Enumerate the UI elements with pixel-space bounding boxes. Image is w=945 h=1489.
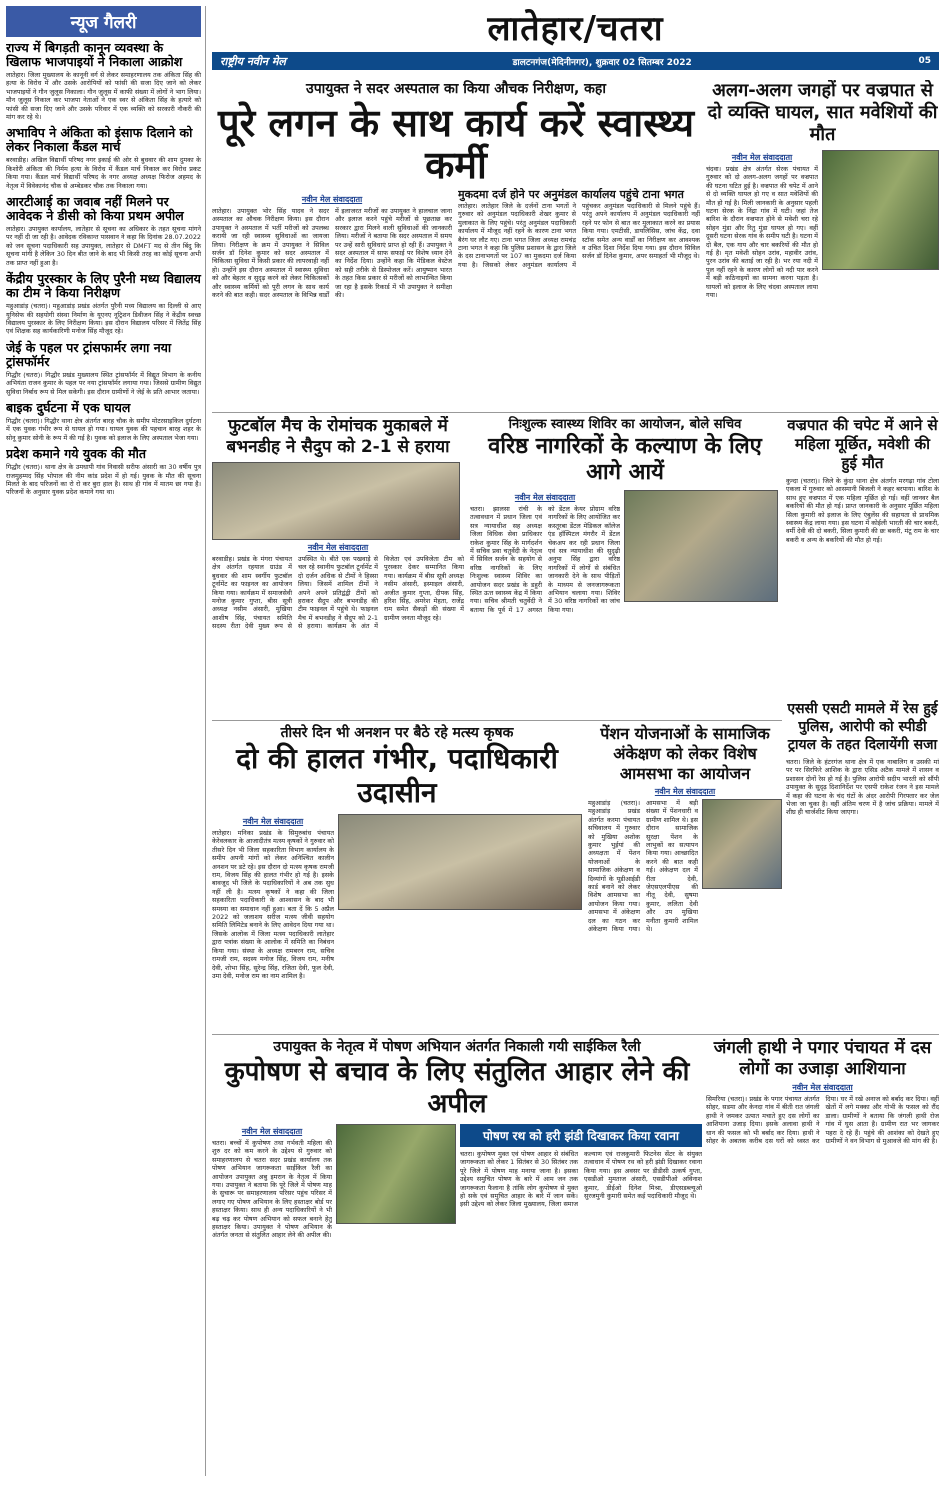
senior-body: चतरा। झालसा रांची के तत्वावधान में प्रधान जिला एवं सत्र न्यायाधीश सह अध्यक्ष जिला विधिक सेवा प्राधिकार राकेश कुमार सिंह के मार्गदर्शन में सचिव प्रवा चतुर्वेदी के नेतृत्व में सिविल सर्जन के सहयोग से वरिष्ठ नागरिकों के लिए निःशुल्क स्वास्थ्य शिविर का आयोजन सदर प्रखंड के डहुरी स्थित ऊत्त स्वास्थ्य केंद्र में किया गया। सचिव श्रीमती चतुर्वेदी ने बताया कि पूर्व में 17 अगस्त को डेंटल केयर प्रोग्राम वरिष्ठ नागरिकों के लिए आयोजित कर कस्तूरबा डेंटल मेडिकल कॉलेज एंड हॉस्पिटल मंगरौर में डेंटल चेकअप कर रही प्रधान जिला एवं सत्र न्यायाधीश की सुदृढ़ी अनुपा सिंह द्वारा वरिष्ठ नागरिकों में लोगों से संबंधित जानकारी देने के साथ पीड़ितों के माध्यम से जनजागरूकता अभियान चलाया गया। शिविर में 30 वरिष्ठ नागरिकों का जांच किया गया। bbox=[470, 505, 620, 614]
masthead bbox=[212, 6, 939, 76]
gallery-item bbox=[6, 272, 201, 336]
gallery-item-title: अभाविप ने अंकिता को इंसाफ दिलाने को लेकर निकाला कैंडल मार्च bbox=[6, 125, 193, 155]
fishers-byline: नवीन मेल संवाददाता bbox=[242, 817, 304, 826]
pension-story bbox=[588, 724, 782, 1024]
lightning-body: चंदवा। प्रखंड क्षेत्र अंतर्गत सेरक पंचायत में गुरुवार को दो अलग-अलग जगहों पर वज्रपात की घटना घटित हुई है। वज्रपात की चपेट में आने से दो व्यक्ति घायल हो गए व सात मवेशियों की मौत हो गई है। मिली जानकारी के अनुसार पहली घटना सेरक के निंद्रा गांव में घटी। जहां तेज बारिश के दौरान वज्रपात होने से मवेशी चरा रहे सोहन मुंडा और रितु मुंडा घायल हो गए। वहीं दूसरी घटना सेरक गांव के समीप घटी है। घटना में दो बैल, एक गाय और चार बकरियों की मौत हो गई है। मृत मवेशी सोहन उरांव, महावीर उरांव, पुरन उरांव की बताई जा रही है। भर रया नदी में पुल नहीं रहने के कारण लोगों को नदी पार करने में बड़ी कठिनाइयों का सामना करना पड़ता है। घायलों को इलाज के लिए चंदवा अस्पताल लाया गया। bbox=[706, 165, 818, 300]
cycle-body: चतरा। बच्चों में कुपोषण तथा गर्भवती महिला की शुरु दर को कम करने के उद्देश्य से गुरुवार को समाहरणालय से चतरा सदर प्रखंड कार्यालय तक पोषण अभियान जागरूकता साईकिल रैली का आयोजन उपायुक्त अबु इमरान के नेतृत्व में किया गया। उपायुक्त ने बताया कि पूरे जिले में पोषण माह के सुचारू पर समाहरणालय परिसर पहुंच परिसर में लगाए गए पोषण अभियान के लिए हस्ताक्षर बोर्ड पर हस्ताक्षर किया। साथ ही अन्य पदाधिकारियों ने भी बढ़ चढ़ कर पोषण अभियान को सफल बनाने हेतु हस्ताक्षर किया। उपायुक्त ने पोषण अभियान के अंतर्गत जनता से संतुलित आहार लेने की अपील की। bbox=[212, 1139, 332, 1240]
pension-headline: पेंशन योजनाओं के सामाजिक अंकेक्षण को लेकर विशेष आमसभा का आयोजन bbox=[600, 724, 770, 783]
senior-byline: नवीन मेल संवाददाता bbox=[514, 493, 576, 502]
gallery-item bbox=[6, 341, 201, 396]
sc-st-body: चतरा। जिले के हंटरगंज थाना क्षेत्र में एक नाबालिग व उसकी मां पर पर सिरफिरे आशिक के द्वारा एसिड अटैक मामले में शासन व प्रशासन दोनों रेस हो गई है। पुलिस आरोपी सदीप भारती को सौंपी उपायुक्त के सुदृढ़ दिशानिर्देश पर एसपी राकेश रंजन ने इस मामले में कहा की घटना के चंद घंटों के अंदर आरोपी गिरफ्तार कर जेल भेजा जा चुका है। वहीं अंतिम चरण में है जांच प्रक्रिया। मामले में शीघ्र ही चार्जशीट किया जाएगा। bbox=[786, 758, 939, 817]
woman-lightning-headline: वज्रपात की चपेट में आने से महिला मूर्छित, मवेशी की हुई मौत bbox=[787, 416, 938, 472]
elephant-body: सिमरिया (चतरा)। प्रखंड के पगार पंचायत अंतर्गत सोहर, सडमा और केनदा गांव में बीती रात जंगली हाथी ने जमकर उत्पात मचाते हुए दस लोगों का आशियाना उजाड़ दिया। इसके अलावा हाथी ने धान की फसल को भी बर्बाद कर दिया। हाथी ने सोहर के अबतक करीब दस घरों को ध्वस्त कर दिया। घर में रखे अनाज को बर्बाद कर दिया। वहीं खेतों में लगे मक्का और गोभी के फसल को रौंद डाला। ग्रामीणों ने बताया कि जंगली हाथी रोज गांव में घुस आता है। ग्रामीण रात भर जागकर पहरा दे रहे हैं। पहुंचे की आशंका को देखते हुए ग्रामीणों ने वन विभाग से मुआवजे की मांग की है। bbox=[706, 1095, 939, 1146]
woman-lightning-body: कुन्दा (चतरा)। जिले के कुंदा थाना क्षेत्र अंतर्गत मरगढ़ा गांव टोला एकला में गुरुवार को आसमानी बिजली ने कहर बरपाया। बारिश के साथ हुए वज्रपात में एक महिला मूर्छित हो गई। वहीं जानवर बैल बकरियों की मौत हो गई। प्राप्त जानकारी के अनुसार मूर्छित महिला सिला कुमारी को इलाज के लिए एंबुलेंस की सहायता से प्राथमिक स्वास्थ्य केंद्र लाया गया। इस घटना में कोईली भारती की चार बकरी, वर्मी देवी की दो बकरी, सिला कुमारी की छः बकरी, मंटू राम के चार बकरी व अन्य के बकरियों की मौत हो गई। bbox=[786, 477, 939, 544]
football-body: बरवाडीह। प्रखंड के मंगरा पंचायत क्षेत्र अंतर्गत रहयाल ग्राउंड में बुधवार की शाम स्वर्गीय फुटबॉल टूर्नामेंट का फाइनल का आयोजन किया गया। कार्यक्रम में समाजसेवी मनोज कुमार गुप्ता, बीस सूत्री अध्यक्ष नसीम अंसारी, मुखिया आशीष सिंह, पंचायत समिति सदस्य रीता देवी मुख्य रूप से उपस्थित थे। बीते एक पखवाड़े से चल रहे स्थानीय फुटबॉल टूर्नामेंट में दो दर्जन अधिक से टीमों ने हिस्सा लिया। जिसमें शामिल टीमों ने अपने अपने प्रतिद्वंद्वी टीमों को हराकर सैदुप और बभनडीह की टीम फाइनल में पहुंचे थे। फाइनल मैच में बभनडीह ने सैदुप को 2-1 से हराया। कार्यक्रम के अंत में विजेता एवं उपविजेता टीम को पुरस्कार देकर सम्मानित किया गया। कार्यक्रम में बीस सूत्री अध्यक्ष नसीम अंसारी, इस्माइल अंसारी, अजीत कुमार गुप्ता, दीपक सिंह, हरिश सिंह, अमरेश मेहता, राजेंद्र राम समेत सैकड़ों की संख्या में ग्रामीण जनता मौजूद रहे। bbox=[212, 555, 464, 631]
football-byline: नवीन मेल संवाददाता bbox=[307, 543, 369, 552]
gallery-item bbox=[6, 195, 201, 267]
lead-body: लातेहार। उपायुक्त भोर सिंह यादव ने सदर अस्पताल का औचक निरीक्षण किया। इस दौरान उपायुक्त ने अस्पताल में भर्ती मरीजों को उपलब्ध करायी जा रही स्वास्थ्य सुविधाओं का जायजा लिया। निरीक्षण के क्रम में उपायुक्त ने सिविल सर्जन डॉ दिनेश कुमार को सदर अस्पताल में चिकित्सा सुविधा में किसी प्रकार की लापरवाही नहीं हो। उन्होंने इस दौरान अस्पताल में स्वास्थ्य सुविधा को और बेहतर व सुदृढ़ करने को लेकर चिकित्सकों और स्वास्थ्य कर्मियों को पूरी लगन के साथ कार्य करने की बात कही। सदर अस्पताल के विभिन्न वार्डों में इलाजरत मरीजों का उपायुक्त ने हालचाल जाना और इलाज करने पहुंचे मरीजों से पूछताछ कर सरकार द्वारा मिलने वाली सुविधाओं की जानकारी लिया। मरीजों ने बताया कि सदर अस्पताल में समय पर उन्हें सारी सुविधाएं प्राप्त हो रही हैं। उपायुक्त ने सदर अस्पताल में साफ सफाई पर विशेष ध्यान देने का निर्देश दिया। उन्होंने कहा कि मेडिकल वेस्टेज को सही तरीके से डिस्पोजल करें। आयुष्मान भारत के तहत किस प्रकार से मरीजों को लाभान्वित किया जा रहा है इसके रिकार्ड में भी उपायुक्त ने समीक्षा की। bbox=[212, 207, 452, 300]
football-story bbox=[212, 416, 464, 716]
dateline: डालटनगंज(मेदिनीनगर), शुक्रवार 02 सितम्बर 2022 bbox=[512, 57, 692, 68]
fishers-photo bbox=[338, 814, 582, 910]
football-photo bbox=[212, 462, 460, 540]
poshan-headline: पोषण रथ को हरी झंडी दिखाकर किया रवाना bbox=[460, 1124, 702, 1147]
lightning-photo bbox=[822, 150, 939, 270]
divider bbox=[212, 1034, 939, 1035]
sc-st-story bbox=[786, 700, 939, 1030]
woman-lightning-story bbox=[786, 416, 939, 696]
gallery-item bbox=[6, 401, 201, 442]
gallery-item-body: गिद्धौर (चतरा)। थाना क्षेत्र के उमधापी गांव निवासी सरीफ अंसारी का 30 वर्षीय पुत्र राजमुहम्मद सिंह भोपाल की नीम कांड प्रदेश में हो गई। युवक के मौत की सूचना मिलते के बाद परिजनों का रो रो कर बुरा हाल है। साथ ही गांव में मातम छा गया है। परिजनों के अनुसार युवक प्रदेश कमाने गया था। bbox=[6, 463, 201, 497]
page-number: 05 bbox=[918, 56, 931, 66]
fishers-body: लातेहार। मनिका प्रखंड के सिमुरुबांध पंचायत केरेवलकार के आजादीतंत्र मत्स्य कृषकों ने गुरुवार को तीसरे दिन भी जिला सहकारिता विभाग कार्यालय के समीप अपनी मांगों को लेकर अनिश्चित कालीन अनशन पर डटे रहे। इस दौरान दो मत्स्य कृषक रामजी राम, विजय सिंह की हालत गंभीर हो गई है। इसके बावजूद भी जिले के पदाधिकारियों ने अब तक सुध नहीं ली है। मत्स्य कृषकों ने कहा की जिला सहकारिता पदाधिकारी के आश्वासन के बाद भी समस्या का समाधान नहीं हुआ। बता दें कि 5 अप्रैल 2022 को जलाशय सरीज मत्स्य जीवी सहयोग समिति लिमिटेड बनाने के लिए आवेदन दिया गया था। जिसके आलोक में जिला मत्स्य पदाधिकारी लातेहार द्वारा पत्रांक संख्या के आलोक में समिति का निबंधन किया गया। संस्था के अध्यक्ष रामबरन राम, सचिव रामजी राम, सदस्य मनोज सिंह, विजय राम, मनीष देवी, शोभा सिंह, सुरेन्द्र सिंह, रजिता देवी, फूल देवी, उमा देवी, मनोज राम का नाम शामिल है। bbox=[212, 829, 334, 980]
masthead-bar bbox=[212, 52, 939, 70]
pension-photo bbox=[702, 799, 782, 889]
gallery-item-body: गिद्धौर (चतरा)। गिद्धौर प्रखंड मुख्यालय स्थित ट्रांसफॉर्मर में विद्युत विभाग के कनीय अभियंता राजन कुमार के पहल पर नया ट्रांसफॉर्मर लगाया गया। जिससे ग्रामीण विद्युत सुविधा निर्बाध रूप से मिल सकेगी। इस दौरान ग्रामीणों ने जेई के प्रति आभार जताया। bbox=[6, 370, 201, 396]
gallery-item-title: प्रदेश कमाने गये युवक की मौत bbox=[6, 446, 147, 462]
tana-bhagat-headline: मुकदमा दर्ज होने पर अनुमंडल कार्यालय पहुंचे टाना भगत bbox=[458, 188, 700, 202]
senior-photo bbox=[624, 490, 778, 602]
cycle-rally-story bbox=[212, 1038, 702, 1476]
news-gallery-column bbox=[6, 6, 206, 1476]
divider bbox=[212, 412, 939, 413]
page-title: लातेहार/चतरा bbox=[487, 9, 664, 49]
gallery-item bbox=[6, 41, 201, 121]
gallery-item-title: केंद्रीय पुरस्कार के लिए पुरैनी मध्य विद्यालय का टीम ने किया निरीक्षण bbox=[6, 271, 201, 301]
fishers-headline: दो की हालत गंभीर, पदाधिकारी उदासीन bbox=[236, 742, 558, 809]
cycle-headline: कुपोषण से बचाव के लिए संतुलित आहार लेने की अपील bbox=[224, 1057, 690, 1119]
elephant-headline: जंगली हाथी ने पगार पंचायत में दस लोगों का उजाड़ा आशियाना bbox=[713, 1038, 932, 1079]
gallery-item bbox=[6, 126, 201, 190]
paper-logo: राष्ट्रीय नवीन मेल bbox=[220, 54, 286, 68]
fishers-kicker: तीसरे दिन भी अनशन पर बैठे रहे मत्स्य कृषक bbox=[280, 725, 514, 741]
senior-kicker: निःशुल्क स्वास्थ्य शिविर का आयोजन, बोले सचिव bbox=[508, 417, 742, 432]
cycle-photo-1 bbox=[336, 1124, 456, 1224]
elephant-byline: नवीन मेल संवाददाता bbox=[792, 1083, 853, 1092]
gallery-item-title: बाइक दुर्घटना में एक घायल bbox=[6, 399, 131, 415]
gallery-item-body: बरवाडीह। अखिल विद्यार्थी परिषद नगर इकाई की ओर से बुधवार की शाम दुमका के किशोरी अंकिता की निर्मम हत्या के विरोध में कैंडल मार्च निकाल कर विरोध प्रकट किया गया। कैंडल मार्च विद्यार्थी परिषद के नगर अध्यक्ष अध्यक्ष फिरोज अहमद के नेतृत्व में विवेकानंद चौक से अम्बेडकर चौक तक निकाला गया। bbox=[6, 156, 201, 190]
gallery-item-body: महुआडांड़ (चतरा)। महुआडांड़ प्रखंड अंतर्गत पुरैनी मध्य विद्यालय का दिल्ली से आए यूनिसेफ की सहयोगी संस्था निर्माण के यूएनए नूट्रिशन डिवीजन सिंह ने केंद्रीय स्वच्छ विद्यालय पुरस्कार के लिए निरीक्षण किया। इस दौरान विद्यालय परिसर में जितेंद्र सिंह एवं शिक्षक सह कार्यकारिणी मनोज सिंह मौजूद रहे। bbox=[6, 302, 201, 336]
poshan-body: चतरा। कुपोषण मुक्त एवं पोषण आहार से संबंधित जागरूकता को लेकर 1 सितंबर से 30 सितंबर तक पूरे जिले में पोषण माह मनाया जाना है। इसका उद्देश्य समुचित पोषण के बारे में आम जन तक जागरूकता फैलाना है तांकि लोग कुपोषण से मुक्त हो सके एवं समुचित आहार के बारे में जान सकें। इसी उद्देश्य को लेकर जिला मुख्यालय, जिला समाज कल्याण एवं राजकुमारी फिटनेस सेंटर के संयुक्त तत्वाधान में पोषण रथ को हरी झंडी दिखाकर रवाना किया गया। इस अवसर पर डीडीसी उत्कर्ष गुप्ता, एसडीओ मुमताज अंसारी, एसडीपीओ अविनाश कुमार, डीईओ दिनेश मिश्रा, डीएसडब्ल्यूओ सुरजमुनी कुमारी समेत कई पदाधिकारी मौजूद थे। bbox=[460, 1150, 702, 1209]
lead-byline: नवीन मेल संवाददाता bbox=[301, 195, 363, 204]
gallery-title: न्यूज गैलरी bbox=[6, 6, 201, 37]
lead-headline: पूरे लगन के साथ कार्य करें स्वास्थ्य कर्मी bbox=[217, 101, 695, 187]
senior-headline: वरिष्ठ नागरिकों के कल्याण के लिए आगे आयें bbox=[488, 434, 762, 485]
lead-kicker: उपायुक्त ने सदर अस्पताल का किया औचक निरीक्षण, कहा bbox=[306, 81, 606, 97]
football-headline: फुटबॉल मैच के रोमांचक मुकाबले में बभनडीह ने सैदुप को 2-1 से हराया bbox=[226, 416, 450, 457]
elephant-story bbox=[706, 1038, 939, 1476]
tana-bhagat-body: लातेहार। लातेहार जिले के दर्जनों टाना भगतों ने गुरुवार को अनुमंडल पदाधिकारी शेखर कुमार से मुलाकात के लिए पहुंचे। परंतु अनुमंडल पदाधिकारी कार्यालय में मौजूद नहीं रहने के कारण टाना भगत बैरंग घर लौट गए। टाना भगत जिला अध्यक्ष रामचंद्र टाना भगत ने कहा कि पुलिस प्रशासन के द्वारा जिले के दस टानाभगतों पर 107 का मुकदमा दर्ज किया गया है। जिसको लेकर अनुमंडल कार्यालय में पहुंचकर अनुमंडल पदाधिकारी से मिलने पहुंचे हैं। परंतु अपने कार्यालय में अनुमंडल पदाधिकारी नहीं रहने पर फोन से बात कर मुलाकात करने का प्रयास किया गया। एमटीसी, डायलिसिस, जांच केंद्र, दवा स्टॉक समेत अन्य वार्डों का निरीक्षण कर आवश्यक व उचित दिशा निर्देश दिया गया। इस दौरान सिविल सर्जन डॉ दिनेश कुमार, अपर समाहर्ता भी मौजूद थे। bbox=[458, 202, 700, 269]
tana-bhagat-story bbox=[458, 188, 700, 308]
gallery-item-body: लातेहार। जिला मुख्यालय के कानूनी वर्ग से लेकर समाहरणालय तक अंकिता सिंह की हत्या के विरोध में और उसके आरोपियों को फांसी की सजा दिए जाने को लेकर भाजपाइयों ने गौन जुलूस निकाला। गौन जुलूस में काफी संख्या में लोगों ने भाग लिया। मौन जुलूस निकाल कर भाजपा नेताओं ने एक स्वर से अंकिता सिंह के हत्यारे को फांसी की सजा दिए जाने और उसके परिवार में एक व्यक्ति को सरकारी नौकरी की मांग कर रहे थे। bbox=[6, 71, 201, 122]
pension-byline: नवीन मेल संवाददाता bbox=[654, 787, 716, 796]
gallery-item-title: जेई के पहल पर ट्रांसफार्मर लगा नया ट्रांसफॉर्मर bbox=[6, 339, 172, 369]
senior-citizens-story bbox=[470, 416, 780, 716]
gallery-item-body: लातेहार। उपायुक्त कार्यालय, लातेहार से सूचना का अधिकार के तहत सूचना मांगने पर नहीं दी जा रही है। आवेदक रविकान्त पासवान ने कहा कि दिनांक 28.07.2022 को जन सूचना पदाधिकारी सह उपायुक्त, लातेहार से DMFT मद से तीन बिंदु कि सूचना मांगी है लेकिन 30 दिन बीत जाने के बाद भी किसी तरह का कोई सूचना अभी तक प्राप्त नहीं हुआ है। bbox=[6, 225, 201, 267]
gallery-item-title: राज्य में बिगड़ती कानून व्यवस्था के खिलाफ भाजपाइयों ने निकाला आक्रोश bbox=[6, 40, 183, 69]
cycle-byline: नवीन मेल संवाददाता bbox=[241, 1127, 303, 1136]
divider bbox=[212, 720, 782, 721]
cycle-kicker: उपायुक्त के नेतृत्व में पोषण अभियान अंतर्गत निकाली गयी साईकिल रैली bbox=[273, 1039, 641, 1055]
gallery-item-title: आरटीआई का जवाब नहीं मिलने पर आवेदक ने डीसी को किया प्रथम अपील bbox=[6, 194, 184, 224]
gallery-item bbox=[6, 447, 201, 497]
sc-st-headline: एससी एसटी मामले में रेस हुई पुलिस, आरोपी को स्पीडी ट्रायल के तहत दिलायेंगी सजा bbox=[787, 701, 938, 753]
lightning-story bbox=[706, 80, 939, 410]
pension-body: महुआडांड़ (चतरा)। महुआडांड़ प्रखंड अंतर्गत करमा पंचायत सचिवालय में गुरुवार को मुखिया अशोक कुमार भुईयां की अध्यक्षता में पेंशन योजनाओं के सामाजिक अंकेक्षण व दिव्यांगों के यूडीआईडी कार्ड बनाने को लेकर विशेष आमसभा का आयोजन किया गया। आमसभा में अंकेक्षण दल का गठन कर अंकेक्षण किया गया। आमसभा में बड़ी संख्या में पेंशनधारी व ग्रामीण शामिल थे। इस दौरान सामाजिक सुरक्षा पेंशन के लाभुकों का सत्यापन किया गया। आच्छादित करने की बात कही गई। अंकेक्षण दल में रीता देवी, जेएसएलपीएस की नीतू देवी, सुषमा कुमार, ललिता देवी और उप मुखिया मनीता कुमारी शामिल थे। bbox=[588, 799, 698, 934]
fishers-story bbox=[212, 724, 582, 1024]
lightning-byline: नवीन मेल संवाददाता bbox=[731, 153, 793, 162]
lightning-headline: अलग-अलग जगहों पर वज्रपात से दो व्यक्ति घायल, सात मवेशियों की मौत bbox=[707, 80, 938, 145]
gallery-item-body: गिद्धौर (चतरा)। गिद्धौर थाना क्षेत्र अंतर्गत बारह चौक के समीप मोटरसाइकिल दुर्घटना में एक युवक गंभीर रूप से घायल हो गया। घायल युवक की पहचान बारह शहर के सोनू कुमार सोनी के रूप में की गई है। युवक को इलाज के लिए अस्पताल भेजा गया। bbox=[6, 416, 201, 442]
